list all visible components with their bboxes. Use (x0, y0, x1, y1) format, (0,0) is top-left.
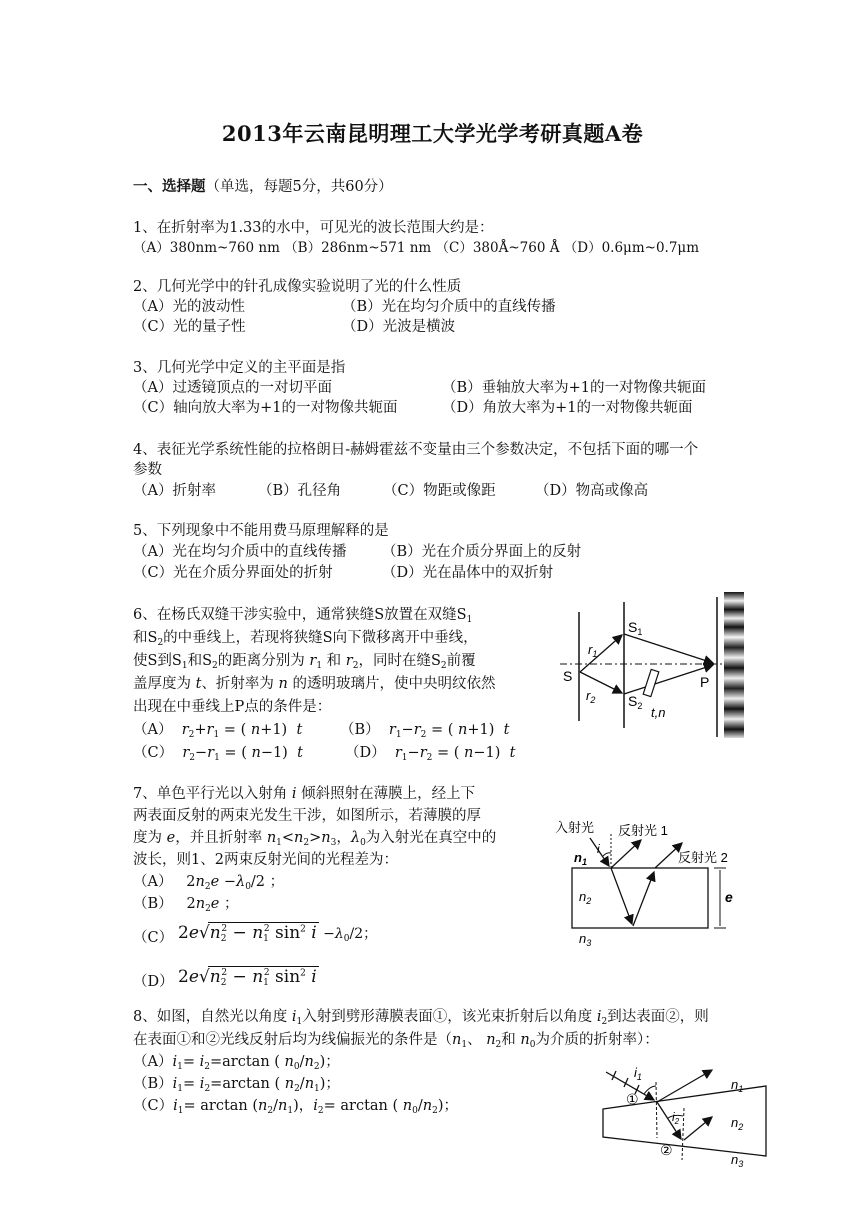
q7-line3-text-c: 为入射光在真空中的 (365, 830, 497, 846)
q4-option-a: （A）折射率 (133, 483, 216, 499)
section-heading-text: 一、选择题 (133, 178, 206, 195)
q6-line3-text: 使S到S (133, 653, 182, 669)
q8-label-i2-text: i (672, 1110, 675, 1124)
q8-line1-text: 8、如图，自然光以角度 (133, 1009, 288, 1025)
q8-option-c: $(C)i_1= \arctan (n_2/n_1)$，$i_2= \arctan$ ( $n_0/n_2$)； (133, 1098, 458, 1116)
q6-label-r1-text: r (588, 642, 593, 657)
q6-line3-text-d: ，同时在缝S (358, 653, 441, 669)
q8-label-n3-text: n (731, 1152, 739, 1167)
q6-label-p: P (700, 674, 710, 690)
q8-option-c-label: （C） (133, 1098, 174, 1114)
q6-option-d: （D） $r_1-r_2$ = ( n−1) t (345, 745, 516, 763)
q7-label-reflected-2: 反射光 2 (678, 850, 728, 865)
q7-label-e: e (725, 889, 733, 905)
q4-option-b: （B）孔径角 (258, 483, 342, 499)
q8-line1: 8、如图，自然光以角度 $i_1$入射到劈形薄膜表面①，该光束折射后以角度 $i_2$到达表面②，则 (133, 1009, 709, 1027)
q6-line3-text-c: 的距离分别为 (217, 653, 305, 669)
q7-line4: 波长，则1、2两束反射光间的光程差为： (133, 852, 398, 868)
q6-option-c-label: （C） (133, 745, 174, 761)
q6-line3-text-b: 和S (187, 653, 213, 669)
q6-line1: 6、在杨氏双缝干涉实验中，通常狭缝S放置在双缝$S_1$ (133, 607, 473, 625)
q8-label-surface-1: ① (626, 1091, 639, 1107)
q6-option-a: （A） $r_2+r_1$ = ( n+1) t (133, 722, 303, 740)
q6-line4-text-c: 的透明玻璃片，使中央明纹依然 (292, 676, 496, 692)
q8-line1-text-c: 到达表面②，则 (607, 1009, 709, 1025)
q3-option-d: （D）角放大率为+1的一对物像共轭面 (442, 400, 693, 416)
q3-stem: 3、几何光学中定义的主平面是指 (133, 360, 346, 376)
q8-label-n2: $n_2$ (731, 1115, 744, 1132)
q7-line3-text-b: ，并且折射率 (175, 830, 263, 846)
q3-option-b: （B）垂轴放大率为+1的一对物像共轭面 (442, 380, 707, 396)
q6-option-b: （B） $r_1-r_2$ = ( n+1) t (340, 722, 510, 740)
q8-label-i1-text: i (634, 1065, 637, 1080)
q8-label-i1: $i_1$ (634, 1065, 642, 1082)
section-note: （单选，每题5分，共60分） (205, 179, 393, 195)
q8-line2-text: 在表面①和②光线反射后均为线偏振光的条件是（ (133, 1032, 452, 1048)
q5-stem: 5、下列现象中不能用费马原理解释的是 (133, 523, 389, 539)
q7-label-n1-text: n (574, 850, 582, 865)
q6-label-r1: $r_1$ (588, 642, 598, 659)
q7-option-c-label: （C） (133, 930, 174, 946)
q6-option-a-label: （A） (133, 722, 173, 738)
q7-label-n1: $n_1$ (574, 850, 587, 867)
q2-option-b: （B）光在均匀介质中的直线传播 (342, 299, 556, 315)
q8-label-n2-text: n (731, 1115, 739, 1130)
q6-option-d-label: （D） (345, 745, 386, 761)
q5-option-d: （D）光在晶体中的双折射 (382, 565, 554, 581)
q6-line2-text: 和S (133, 630, 158, 646)
q6-label-r2: $r_2$ (586, 688, 596, 705)
q6-label-s: S (563, 668, 573, 684)
q8-option-a-label: （A） (133, 1054, 173, 1070)
q8-option-a: $(A)i_1= i_2=\arctan$ ( $n_0/n_2$)； (133, 1054, 340, 1072)
q6-label-s2: $S_2$ (628, 693, 643, 711)
q5-option-c: （C）光在介质分界面处的折射 (133, 565, 333, 581)
q4-stem-line2: 参数 (133, 462, 162, 478)
q2-option-c: （C）光的量子性 (133, 319, 246, 335)
q8-line2: 在表面①和②光线反射后均为线偏振光的条件是（$n_1$、 $n_2$和 $n_0$为介质的折射率）： (133, 1032, 659, 1050)
q8-line2-text-b: 为介质的折射率）： (535, 1032, 659, 1048)
q6-label-r2-text: r (586, 688, 591, 703)
q7-label-i: i (597, 842, 600, 856)
q8-option-b: $(B)i_1= i_2=\arctan$ ( $n_2/n_1$)； (133, 1076, 340, 1094)
q7-line1-text-b: 倾斜照射在薄膜上，经上下 (301, 786, 476, 802)
q6-label-tn: t,n (651, 705, 666, 720)
q6-line3: 使S到$S_1$和$S_2$的距离分别为 $r_1$ 和 $r_2$，同时在缝$S_2$前覆 (133, 653, 476, 671)
q7-label-n3: $n_3$ (579, 931, 592, 948)
q8-angle-arc-i1 (644, 1086, 656, 1094)
q7-label-n3-text: n (579, 931, 587, 946)
q8-option-b-label: （B） (133, 1076, 173, 1092)
q6-line3-text-e: 前覆 (446, 653, 476, 669)
q7-option-d-formula: $2e√n_2^2 - n_1^2$ $\sin^2 i$ (178, 967, 317, 988)
q6-line1-text: 6、在杨氏双缝干涉实验中，通常狭缝S放置在双缝S (133, 607, 467, 623)
q5-option-a: （A）光在均匀介质中的直线传播 (133, 544, 347, 560)
q3-option-a: （A）过透镜顶点的一对切平面 (133, 380, 332, 396)
q7-option-b-label: （B） (133, 896, 173, 912)
q1-stem: 1、在折射率为1.33的水中，可见光的波长范围大约是： (133, 220, 494, 236)
q6-line4-text-b: 、折射率为 (201, 676, 274, 692)
q6-option-c: （C） $r_2-r_1$ = ( n−1) t (133, 745, 303, 763)
q6-line5: 出现在中垂线上P点的条件是： (133, 699, 332, 715)
q7-label-n2-text: n (579, 889, 587, 904)
q7-option-c-formula: $2e√n_2^2 - n_1^2$ $\sin^2 i -\lambda_0/2$； (178, 923, 378, 944)
q8-label-n3: $n_3$ (731, 1152, 744, 1169)
q8-line1-text-b: 入射到劈形薄膜表面①，该光束折射后以角度 (302, 1009, 593, 1025)
q8-label-n1-text: n (731, 1077, 739, 1092)
q7-option-b: （B） $2n_2e$ ； (133, 896, 239, 914)
q7-line1-text: 7、单色平行光以入射角 (133, 786, 288, 802)
q3-option-c: （C）轴向放大率为+1的一对物像共轭面 (133, 400, 398, 416)
q7-line2: 两表面反射的两束光发生干涉，如图所示，若薄膜的厚 (133, 808, 481, 824)
q6-label-s1: $S_1$ (628, 619, 643, 637)
q5-option-b: （B）光在介质分界面上的反射 (382, 544, 582, 560)
q7-option-a-label: （A） (133, 874, 173, 890)
q7-option-d-label: （D） (133, 974, 174, 990)
q6-line4-text: 盖厚度为 (133, 676, 191, 692)
q7-label-reflected-1: 反射光 1 (618, 823, 668, 838)
q4-stem-line1: 4、表征光学系统性能的拉格朗日-赫姆霍兹不变量由三个参数决定，不包括下面的哪一个 (133, 442, 699, 458)
q6-line4: 盖厚度为 t、折射率为 n 的透明玻璃片，使中央明纹依然 (133, 676, 496, 692)
q2-option-a: （A）光的波动性 (133, 299, 245, 315)
q4-option-d: （D）物高或像高 (535, 483, 649, 499)
q7-option-a: （A） $2n_2e -\lambda_0/2$ ； (133, 874, 285, 892)
q7-line1: 7、单色平行光以入射角 i 倾斜照射在薄膜上，经上下 (133, 786, 476, 802)
q7-line3: 度为 e，并且折射率 $n_1<n_2>n_3$，$\lambda_0$为入射光在真空中的 (133, 830, 497, 848)
q6-option-b-label: （B） (340, 722, 380, 738)
q7-line3-text: 度为 (133, 830, 162, 846)
q4-option-c: （C）物距或像距 (383, 483, 496, 499)
q6-line2-text-b: 的中垂线上，若现将狭缝S向下微移离开中垂线， (163, 630, 478, 646)
q6-label-s1-text: S (628, 619, 638, 635)
q2-option-d: （D）光波是横波 (342, 319, 456, 335)
q8-label-n1: $n_1$ (731, 1077, 744, 1094)
q2-stem: 2、几何光学中的针孔成像实验说明了光的什么性质 (133, 279, 462, 295)
q6-line2: 和$S_2$的中垂线上，若现将狭缝S向下微移离开中垂线， (133, 630, 478, 648)
q7-label-incident: 入射光 (555, 820, 595, 835)
q8-label-i2: $i_2$ (672, 1110, 680, 1126)
page-title: 2013年云南昆明理工大学光学考研真题A卷 (221, 121, 644, 146)
q7-label-n2: $n_2$ (579, 889, 592, 906)
q8-label-surface-2: ② (660, 1142, 673, 1158)
q6-label-s2-text: S (628, 693, 638, 709)
q1-options: （A）380nm~760 nm （B）286nm~571 nm （C）380Å~760 Å （D）0.6μm~0.7μm (133, 240, 699, 256)
